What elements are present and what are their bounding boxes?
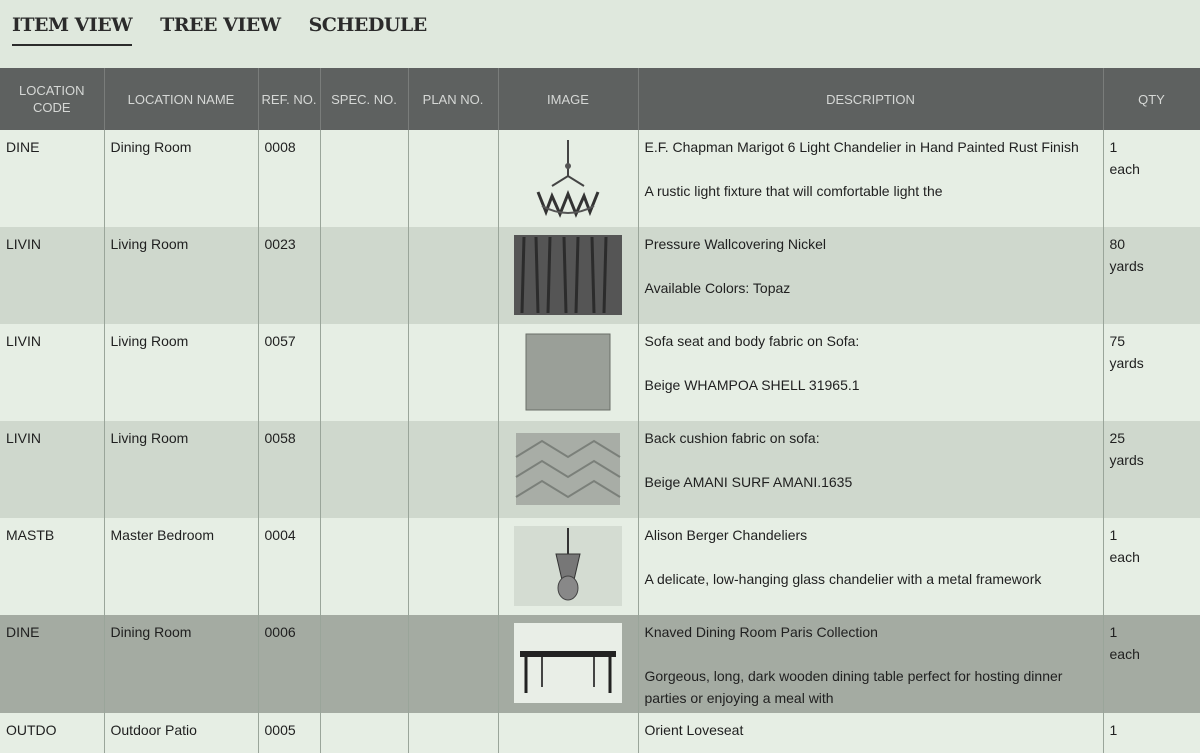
qty-unit: each — [1109, 161, 1140, 177]
image-cell[interactable] — [498, 421, 638, 518]
col-qty[interactable]: QTY — [1103, 68, 1200, 130]
image-cell[interactable] — [498, 518, 638, 615]
location-name: Outdoor Patio — [104, 713, 258, 753]
qty-value: 25 — [1109, 430, 1126, 446]
qty-value: 75 — [1109, 333, 1126, 349]
location-code: OUTDO — [0, 713, 104, 753]
description — [638, 518, 1103, 615]
plan-no — [408, 130, 498, 227]
description — [638, 227, 1103, 324]
col-location-name[interactable]: LOCATION NAME — [104, 68, 258, 130]
location-name: Living Room — [104, 421, 258, 518]
view-tabs — [0, 0, 1200, 68]
description-detail: Beige WHAMPOA SHELL 31965.1 — [644, 377, 860, 393]
plan-no — [408, 324, 498, 421]
description-title: Orient Loveseat — [644, 722, 744, 738]
spec-no — [320, 615, 408, 713]
ref-no: 0006 — [258, 615, 320, 713]
description-detail: Available Colors: Topaz — [644, 280, 791, 296]
location-code: LIVIN — [0, 227, 104, 324]
image-cell[interactable] — [498, 615, 638, 713]
ref-no: 0008 — [258, 130, 320, 227]
qty-value: 1 — [1109, 722, 1118, 738]
ref-no: 0023 — [258, 227, 320, 324]
location-name: Living Room — [104, 324, 258, 421]
table-row[interactable] — [0, 615, 1200, 713]
quantity — [1103, 615, 1200, 713]
description — [638, 130, 1103, 227]
table-row[interactable] — [0, 324, 1200, 421]
description-detail: Beige AMANI SURF AMANI.1635 — [644, 474, 853, 490]
fabric-swatch-image — [512, 330, 624, 414]
ref-no: 0057 — [258, 324, 320, 421]
table-row[interactable] — [0, 713, 1200, 753]
plan-no — [408, 713, 498, 753]
spec-no — [320, 518, 408, 615]
description-detail: Gorgeous, long, dark wooden dining table perfect for hosting dinner parties or enjoying a meal with — [644, 668, 1063, 706]
qty-value: 1 — [1109, 139, 1118, 155]
quantity — [1103, 227, 1200, 324]
cushion-fabric-image — [512, 427, 624, 511]
plan-no — [408, 518, 498, 615]
location-code: LIVIN — [0, 421, 104, 518]
image-cell[interactable] — [498, 324, 638, 421]
qty-unit: yards — [1109, 355, 1144, 371]
table-row[interactable] — [0, 227, 1200, 324]
chandelier-image — [512, 136, 624, 220]
quantity — [1103, 421, 1200, 518]
table-row[interactable] — [0, 518, 1200, 615]
location-name: Dining Room — [104, 615, 258, 713]
qty-unit: each — [1109, 646, 1140, 662]
qty-unit: yards — [1109, 258, 1144, 274]
location-name: Living Room — [104, 227, 258, 324]
col-spec-no[interactable]: SPEC. NO. — [320, 68, 408, 130]
description — [638, 421, 1103, 518]
wallcovering-swatch-image — [512, 233, 624, 317]
description-detail: A rustic light fixture that will comfortable light the — [644, 183, 943, 199]
plan-no — [408, 421, 498, 518]
image-cell[interactable] — [498, 130, 638, 227]
location-code: LIVIN — [0, 324, 104, 421]
description — [638, 713, 1103, 753]
description — [638, 615, 1103, 713]
col-location-code[interactable]: LOCATION CODE — [0, 68, 104, 130]
description-title: Sofa seat and body fabric on Sofa: — [644, 333, 860, 349]
description-title: Knaved Dining Room Paris Collection — [644, 624, 878, 640]
plan-no — [408, 615, 498, 713]
qty-unit: each — [1109, 549, 1140, 565]
quantity — [1103, 130, 1200, 227]
location-code: DINE — [0, 130, 104, 227]
qty-value: 1 — [1109, 624, 1118, 640]
tab-item-view[interactable]: ITEM VIEW — [12, 14, 132, 46]
spec-no — [320, 227, 408, 324]
quantity — [1103, 713, 1200, 753]
location-code: MASTB — [0, 518, 104, 615]
pendant-chandelier-image — [512, 524, 624, 608]
location-name: Dining Room — [104, 130, 258, 227]
ref-no: 0005 — [258, 713, 320, 753]
qty-value: 80 — [1109, 236, 1126, 252]
qty-unit: yards — [1109, 452, 1144, 468]
table-row[interactable] — [0, 130, 1200, 227]
spec-no — [320, 324, 408, 421]
description-title: E.F. Chapman Marigot 6 Light Chandelier in Hand Painted Rust Finish — [644, 139, 1079, 155]
description — [638, 324, 1103, 421]
description-title: Alison Berger Chandeliers — [644, 527, 808, 543]
quantity — [1103, 324, 1200, 421]
description-title: Back cushion fabric on sofa: — [644, 430, 820, 446]
quantity — [1103, 518, 1200, 615]
ref-no: 0004 — [258, 518, 320, 615]
col-ref-no[interactable]: REF. NO. — [258, 68, 320, 130]
image-cell[interactable] — [498, 227, 638, 324]
spec-no — [320, 130, 408, 227]
ref-no: 0058 — [258, 421, 320, 518]
tab-tree-view[interactable]: TREE VIEW — [160, 14, 281, 36]
qty-value: 1 — [1109, 527, 1118, 543]
description-detail: A delicate, low-hanging glass chandelier with a metal framework — [644, 571, 1042, 587]
table-row[interactable] — [0, 421, 1200, 518]
spec-no — [320, 421, 408, 518]
col-image: IMAGE — [498, 68, 638, 130]
item-schedule-table — [0, 68, 1200, 753]
spec-no — [320, 713, 408, 753]
table-header-row — [0, 68, 1200, 130]
col-plan-no[interactable]: PLAN NO. — [408, 68, 498, 130]
location-name: Master Bedroom — [104, 518, 258, 615]
location-code: DINE — [0, 615, 104, 713]
description-title: Pressure Wallcovering Nickel — [644, 236, 827, 252]
col-description[interactable]: DESCRIPTION — [638, 68, 1103, 130]
plan-no — [408, 227, 498, 324]
image-cell[interactable] — [498, 713, 638, 753]
dining-table-image — [512, 621, 624, 705]
tab-schedule[interactable]: SCHEDULE — [308, 14, 427, 36]
